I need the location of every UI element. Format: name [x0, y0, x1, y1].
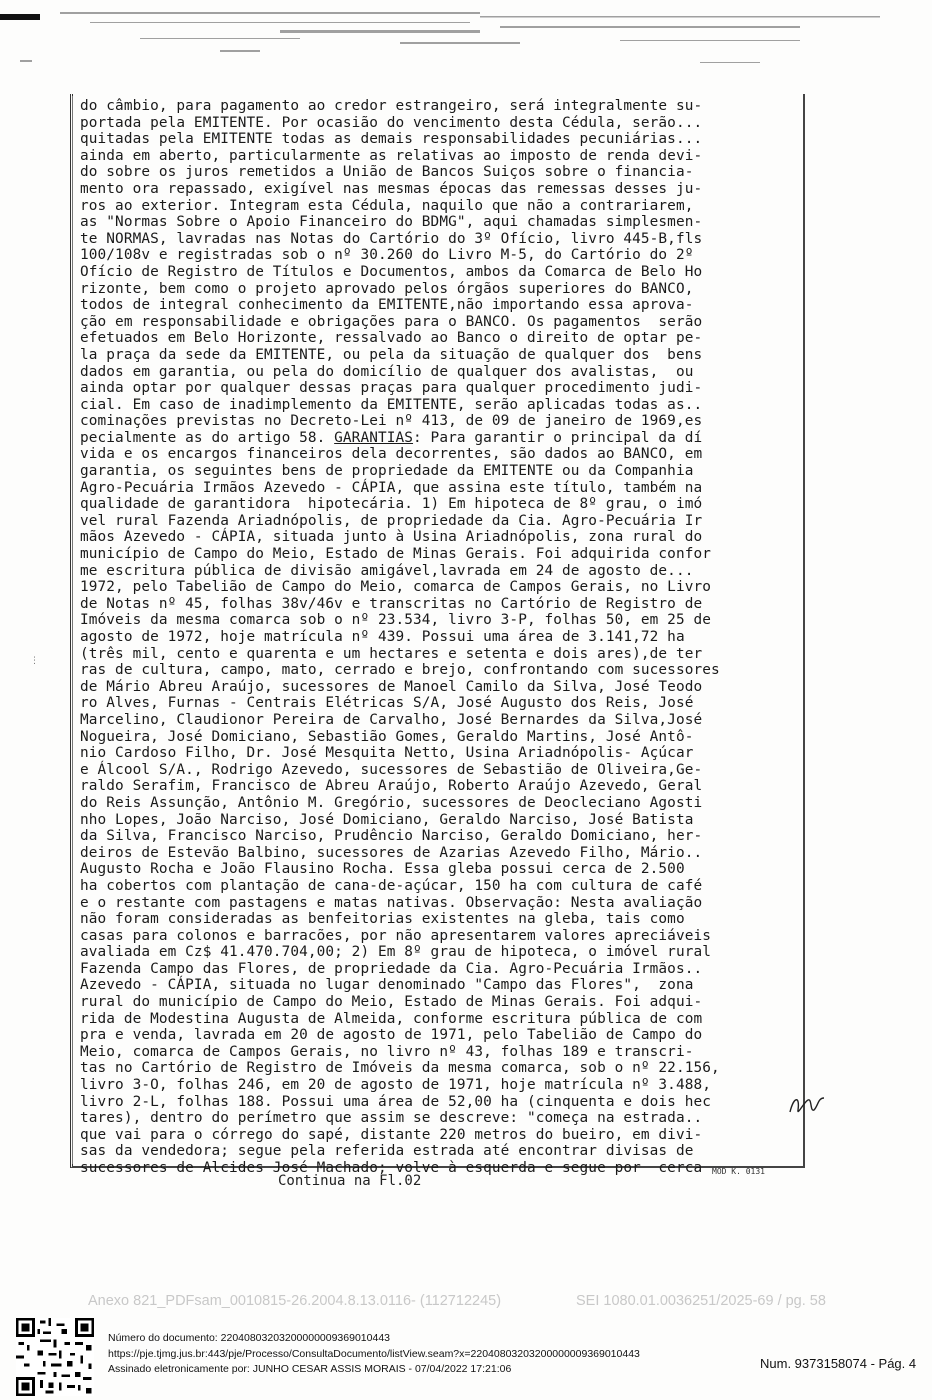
text-line: ras de cultura, campo, mato, cerrado e brejo, confrontando com sucessores — [80, 662, 720, 679]
text-line: rural do município de Campo do Meio, Estado de Minas Gerais. Foi adqui- — [80, 994, 703, 1011]
text-line: cominações previstas no Decreto-Lei nº 413, de 09 de janeiro de 1969,es — [80, 413, 703, 430]
document-body — [80, 98, 800, 1177]
text-line: rizonte, bem como o projeto aprovado pelos órgãos superiores do BANCO, — [80, 280, 694, 297]
text-line: as "Normas Sobre o Apoio Financeiro do BDMG", aqui chamadas simplesmen- — [80, 214, 703, 231]
text-line: ha cobertos com plantação de cana-de-açúcar, 150 ha com cultura de café — [80, 877, 703, 894]
watermark-annex: Anexo 821_PDFsam_0010815-26.2004.8.13.0116- (112712245) — [88, 1293, 502, 1309]
text-line: ainda optar por qualquer dessas praças para qualquer procedimento judi- — [80, 380, 703, 397]
scan-noise-header — [0, 0, 932, 80]
text-line: ro Alves, Furnas - Centrais Elétricas S/A, José Augusto dos Reis, José — [80, 695, 694, 712]
qr-code[interactable] — [16, 1318, 94, 1396]
text-line: tas no Cartório de Registro de Imóveis da mesma comarca, sob o nº 22.156, — [80, 1060, 720, 1077]
text-line: 100/108v e registradas sob o nº 30.260 do Livro M-5, do Cartório do 2º — [80, 247, 694, 264]
text-line: do sobre os juros remetidos a União de Bancos Suiços sobre o financia- — [80, 164, 694, 181]
text-line: mento ora repassado, exigível nas mesmas épocas das remessas desses ju- — [80, 180, 703, 197]
text-line: Agro-Pecuária Irmãos Azevedo - CÁPIA, que assina este título, também na — [80, 479, 703, 496]
text-line: avaliada em Cz$ 41.470.704,00; 2) Em 8º grau de hipoteca, o imóvel rural — [80, 944, 711, 961]
text-line: me escritura pública de divisão amigável,lavrada em 24 de agosto de... — [80, 562, 694, 579]
text-line: ainda em aberto, particularmente as relativas ao imposto de renda devi- — [80, 147, 703, 164]
text-line: deiros de Estevão Balbino, sucessores de Azarias Azevedo Filho, Mário.. — [80, 844, 703, 861]
text-line: (três mil, cento e quarenta e um hectares e setenta e dois ares),de ter — [80, 645, 703, 662]
text-line: e Álcool S/A., Rodrigo Azevedo, sucessores de Sebastião de Oliveira,Ge- — [80, 761, 703, 778]
text-line: que vai para o córrego do sapé, distante 220 metros do bueiro, em divi- — [80, 1126, 703, 1143]
text-line: livro 3-O, folhas 246, em 20 de agosto de 1971, hoje matrícula nº 3.488, — [80, 1077, 711, 1094]
text-line: município de Campo do Meio, Estado de Minas Gerais. Foi adquirida confor — [80, 546, 711, 563]
text-line: nho Lopes, João Narciso, José Domiciano, Geraldo Narciso, José Batista — [80, 811, 694, 828]
text-line: vida e os encargos financeiros dela decorrentes, são dados ao BANCO, em — [80, 446, 703, 463]
text-line: Nogueira, José Domiciano, Sebastião Gomes, Geraldo Martins, José Antô- — [80, 728, 694, 745]
text-line: te NORMAS, lavradas nas Notas do Cartório do 3º Ofício, livro 445-B,fls — [80, 230, 703, 247]
text-line: 1972, pelo Tabelião de Campo do Meio, comarca de Campos Gerais, no Livro — [80, 579, 711, 596]
margin-mark: ⋮ — [30, 656, 39, 666]
text-line: todos de integral conhecimento da EMITENTE,não importando essa aprova- — [80, 297, 694, 314]
footer-metadata — [108, 1331, 640, 1378]
text-line: do câmbio, para pagamento ao credor estrangeiro, será integralmente su- — [80, 98, 703, 114]
text-line: tares), dentro do perímetro que assim se descreve: "começa na estrada.. — [80, 1110, 703, 1127]
text-line: rida de Modestina Augusta de Almeida, conforme escritura pública de com — [80, 1010, 703, 1027]
document-number: Número do documento: 22040803203200000009369010443 — [108, 1332, 390, 1344]
text-line: da Silva, Francisco Narciso, Prudêncio Narciso, Geraldo Domiciano, her- — [80, 828, 703, 845]
text-line: e o restante com pastagens e matas nativas. Observação: Nesta avaliação — [80, 894, 703, 911]
text-line: de Mário Abreu Araújo, sucessores de Manoel Camilo da Silva, José Teodo — [80, 678, 703, 695]
text-line: pecialmente as do artigo 58. GARANTIAS: Para garantir o principal da dí — [80, 429, 703, 446]
text-line: ção em responsabilidade e obrigações para o BANCO. Os pagamentos serão — [80, 313, 703, 330]
text-line: ros ao exterior. Integram esta Cédula, naquilo que não a contrariarem, — [80, 197, 694, 214]
text-line: não foram consideradas as benfeitorias existentes na gleba, tais como — [80, 911, 685, 928]
text-line: la praça da sede da EMITENTE, ou pela da situação de qualquer dos bens — [80, 346, 703, 363]
garantias-text: : Para garantir o principal da dí — [413, 429, 703, 446]
text-line: garantia, os seguintes bens de propriedade da EMITENTE ou da Companhia — [80, 463, 694, 480]
text-line: Azevedo - CÁPIA, situada no lugar denominado "Campo das Flores", zona — [80, 977, 694, 994]
text-line: qualidade de garantidora hipotecária. 1) Em hipoteca de 8º grau, o imó — [80, 496, 703, 513]
text-line: nio Cardoso Filho, Dr. José Mesquita Netto, Usina Ariadnópolis- Açúcar — [80, 745, 694, 762]
text-line: Augusto Rocha e João Flausino Rocha. Essa gleba possui cerca de 2.500 — [80, 861, 685, 878]
text-line: Imóveis da mesma comarca sob o nº 23.534, livro 3-P, folhas 50, em 25 de — [80, 612, 711, 629]
text-line: mãos Azevedo - CÁPIA, situada junto à Usina Ariadnópolis, zona rural do — [80, 529, 703, 546]
text-line: agosto de 1972, hoje matrícula nº 439. Possui uma área de 3.141,72 ha — [80, 629, 685, 645]
text-line: Fazenda Campo das Flores, de propriedade da Cia. Agro-Pecuária Irmãos.. — [80, 960, 703, 977]
handwritten-initials — [788, 1092, 828, 1118]
page-number: Num. 9373158074 - Pág. 4 — [760, 1356, 917, 1371]
text-line: pra e venda, lavrada em 20 de agosto de 1971, pelo Tabelião de Campo do — [80, 1027, 703, 1044]
text-line: efetuados em Belo Horizonte, ressalvado ao Banco o direito de optar pe- — [80, 330, 703, 347]
document-url[interactable]: https://pje.tjmg.jus.br:443/pje/Processo/ConsultaDocumento/listView.seam?x=22040803203200000009369010443 — [108, 1347, 640, 1360]
text-line: sucessores de Alcides José Machado; volve à esquerda e segue por cerca — [80, 1160, 703, 1176]
text-line: quitadas pela EMITENTE todas as demais responsabilidades pecuniárias... — [80, 131, 703, 148]
text-line: Meio, comarca de Campos Gerais, no livro nº 43, folhas 189 e transcri- — [80, 1043, 694, 1060]
text-line: livro 2-L, folhas 188. Possui uma área de 52,00 ha (cinquenta e dois hec — [80, 1093, 711, 1110]
text-line: portada pela EMITENTE. Por ocasião do vencimento desta Cédula, serão... — [80, 114, 703, 131]
text-line: Ofício de Registro de Títulos e Documentos, ambos da Comarca de Belo Ho — [80, 263, 703, 280]
text-line: Marcelino, Claudionor Pereira de Carvalho, José Bernardes da Silva,José — [80, 711, 703, 728]
form-code: MOD K. 0131 — [712, 1167, 765, 1176]
watermark-sei: SEI 1080.01.0036251/2025-69 / pg. 58 — [576, 1293, 826, 1309]
text-line: dados em garantia, ou pela do domicílio de qualquer dos avalistas, ou — [80, 363, 694, 380]
text-line: casas para colonos e barracões, por não apresentarem valores apreciáveis — [80, 927, 711, 944]
text-line: cial. Em caso de inadimplemento da EMITENTE, serão aplicadas todas as.. — [80, 396, 703, 413]
garantias-heading: GARANTIAS — [334, 429, 414, 446]
text-line: de Notas nº 45, folhas 38v/46v e transcritas no Cartório de Registro de — [80, 595, 703, 612]
signature-info: Assinado eletronicamente por: JUNHO CESAR ASSIS MORAIS - 07/04/2022 17:21:06 — [108, 1363, 512, 1375]
text-line: do Reis Assunção, Antônio M. Gregório, sucessores de Deocleciano Agosti — [80, 794, 703, 811]
text-line: vel rural Fazenda Ariadnópolis, de propriedade da Cia. Agro-Pecuária Ir — [80, 512, 703, 529]
text-line: raldo Serafim, Francisco de Abreu Araújo, Roberto Araújo Azevedo, Geral — [80, 778, 703, 795]
continua-label: Continua na Fl.02 — [278, 1173, 422, 1189]
text-line: sas da vendedora; segue pela referida estrada até encontrar divisas de — [80, 1143, 694, 1160]
